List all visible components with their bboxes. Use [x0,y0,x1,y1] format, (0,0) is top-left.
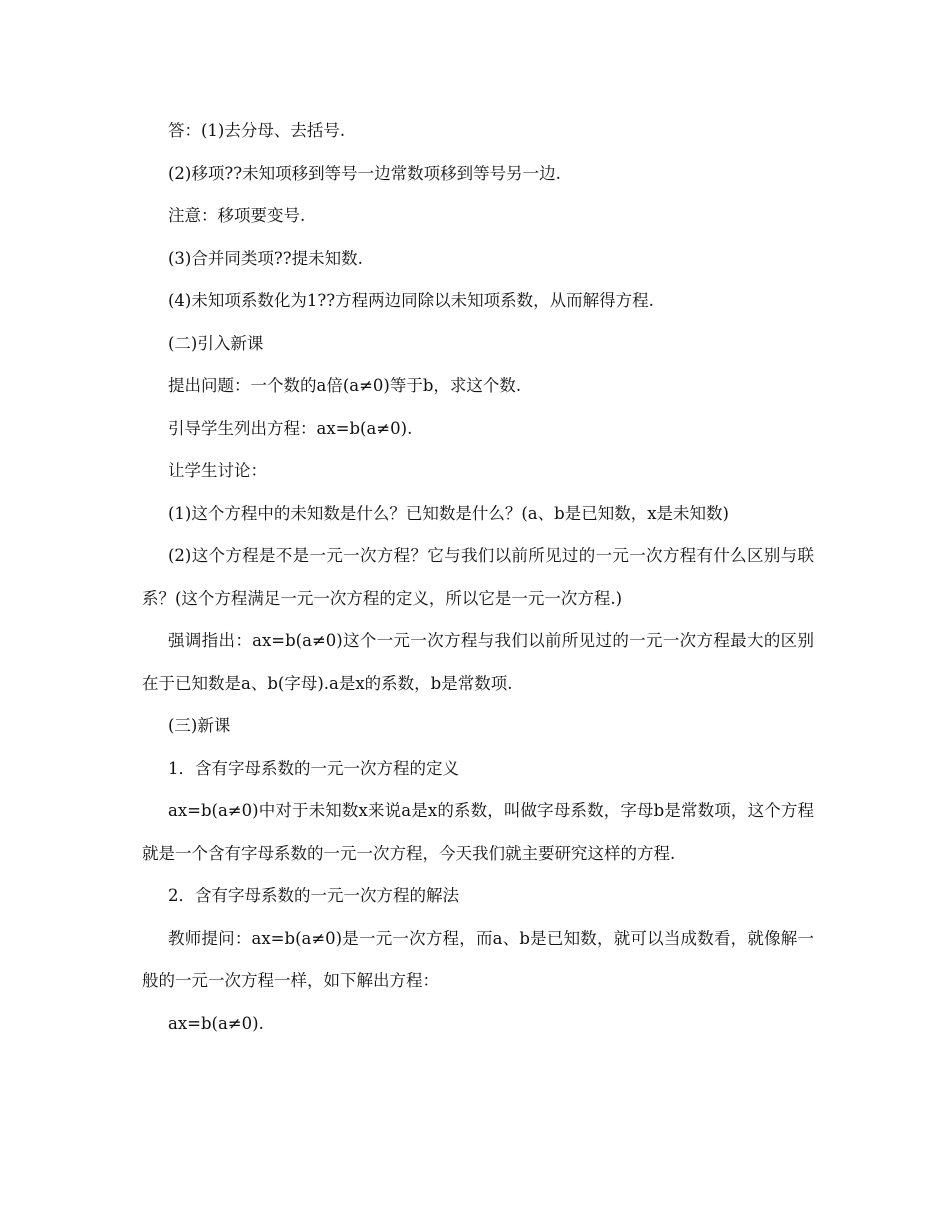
paragraph-answer-step-3: (3)合并同类项??提未知数. [168,248,363,268]
paragraph-discussion-prompt: 让学生讨论： [168,461,267,480]
section-heading-new-lesson: (三)新课 [168,716,231,735]
section-heading-new-lesson-intro: (二)引入新课 [168,333,264,353]
paragraph-answer-step-1: 答：(1)去分母、去括号. [168,121,346,140]
document-body [142,110,814,1045]
paragraph-note: 注意：移项要变号. [168,206,306,225]
paragraph-discussion-1: (1)这个方程中的未知数是什么？已知数是什么？(a、b是已知数，x是未知数) [168,503,729,523]
subheading-solution-method: 2．含有字母系数的一元一次方程的解法 [168,886,459,905]
subheading-definition: 1．含有字母系数的一元一次方程的定义 [168,758,459,778]
paragraph-answer-step-4: (4)未知项系数化为1??方程两边同除以未知项系数，从而解得方程. [168,291,654,310]
paragraph-discussion-2: (2)这个方程是不是一元一次方程？它与我们以前所见过的一元一次方程有什么区别与联系？(这个方程满足一元一次方程的定义，所以它是一元一次方程.) [142,546,814,608]
paragraph-answer-step-2: (2)移项??未知项移到等号一边常数项移到等号另一边. [168,163,561,183]
paragraph-question: 提出问题：一个数的a倍(a≠0)等于b，求这个数. [168,376,522,395]
paragraph-equation-setup: 引导学生列出方程：ax=b(a≠0). [168,418,413,438]
paragraph-definition: ax=b(a≠0)中对于未知数x来说a是x的系数，叫做字母系数，字母b是常数项，这个方程就是一个含有字母系数的一元一次方程，今天我们就主要研究这样的方程. [142,801,814,863]
paragraph-teacher-question: 教师提问：ax=b(a≠0)是一元一次方程，而a、b是已知数，就可以当成数看，就像解一般的一元一次方程一样，如下解出方程： [142,928,814,990]
paragraph-emphasis: 强调指出：ax=b(a≠0)这个一元一次方程与我们以前所见过的一元一次方程最大的区别在于已知数是a、b(字母).a是x的系数，b是常数项. [142,631,814,693]
paragraph-equation: ax=b(a≠0). [168,1013,264,1033]
